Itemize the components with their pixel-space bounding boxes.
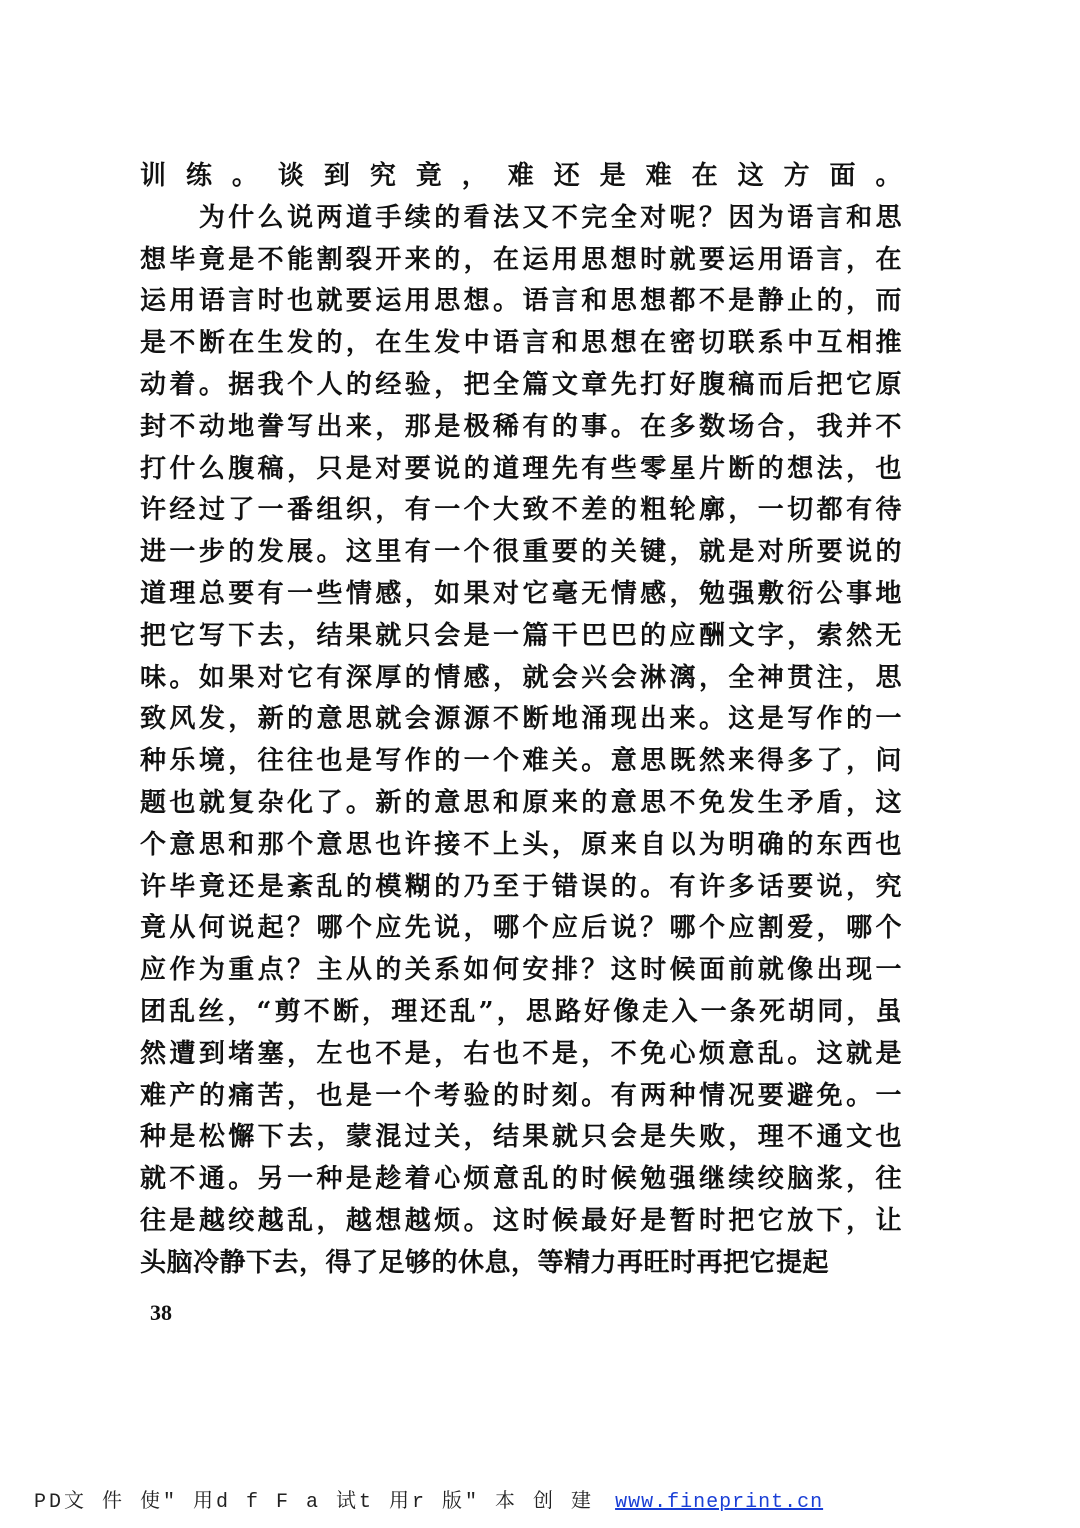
text-line: 运用语言时也就要运用思想。语言和思想都不是静止的，而 [140,286,902,317]
watermark-text: PD文 件 使" 用d f F a 试t 用r 版" 本 创 建 [34,1491,595,1514]
watermark-footer [34,1484,823,1514]
text-line: 应作为重点？主从的关系如何安排？这时候面前就像出现一 [140,955,902,986]
page-number: 38 [150,1300,172,1325]
text-line: 就不通。另一种是趁着心烦意乱的时候勉强继续绞脑浆，往 [140,1164,902,1195]
text-line: 题也就复杂化了。新的意思和原来的意思不免发生矛盾，这 [140,787,902,818]
text-line: 许毕竟还是紊乱的模糊的乃至于错误的。有许多话要说，究 [140,871,902,902]
text-line: 打什么腹稿，只是对要说的道理先有些零星片断的想法，也 [140,453,902,484]
text-line: 致风发，新的意思就会源源不断地涌现出来。这是写作的一 [140,704,902,735]
text-line: 把它写下去，结果就只会是一篇干巴巴的应酬文字，索然无 [140,620,902,651]
text-line: 个意思和那个意思也许接不上头，原来自以为明确的东西也 [140,829,902,860]
text-line: 味。如果对它有深厚的情感，就会兴会淋漓，全神贯注，思 [140,662,902,693]
text-line: 训练。谈到究竟，难还是难在这方面。 [140,161,902,191]
text-line: 进一步的发展。这里有一个很重要的关键，就是对所要说的 [140,537,902,568]
text-line: 头脑冷静下去，得了足够的休息，等精力再旺时再把它提起 [140,1247,830,1278]
text-line: 然遭到堵塞，左也不是，右也不是，不免心烦意乱。这就是 [140,1038,902,1069]
text-line: 是不断在生发的，在生发中语言和思想在密切联系中互相推 [140,328,902,359]
text-line: 往是越绞越乱，越想越烦。这时候最好是暂时把它放下，让 [140,1205,902,1236]
text-line: 封不动地誊写出来，那是极稀有的事。在多数场合，我并不 [140,411,902,442]
text-line: 道理总要有一些情感，如果对它毫无情感，勉强敷衍公事地 [140,578,902,609]
text-line: 许经过了一番组织，有一个大致不差的粗轮廓，一切都有待 [140,495,902,526]
watermark-link[interactable]: www.fineprint.cn [615,1491,824,1514]
text-line: 动着。据我个人的经验，把全篇文章先打好腹稿而后把它原 [140,369,902,400]
body-text [140,156,902,1285]
text-line: 团乱丝，“剪不断，理还乱”，思路好像走入一条死胡同，虽 [140,996,902,1027]
text-line: 难产的痛苦，也是一个考验的时刻。有两种情况要避免。一 [140,1080,902,1111]
text-line: 为什么说两道手续的看法又不完全对呢？因为语言和思 [140,202,902,233]
text-line: 种是松懈下去，蒙混过关，结果就只会是失败，理不通文也 [140,1122,902,1153]
text-line: 竟从何说起？哪个应先说，哪个应后说？哪个应割爱，哪个 [140,913,902,944]
text-line: 想毕竟是不能割裂开来的，在运用思想时就要运用语言，在 [140,244,902,275]
text-line: 种乐境，往往也是写作的一个难关。意思既然来得多了，问 [140,746,902,777]
